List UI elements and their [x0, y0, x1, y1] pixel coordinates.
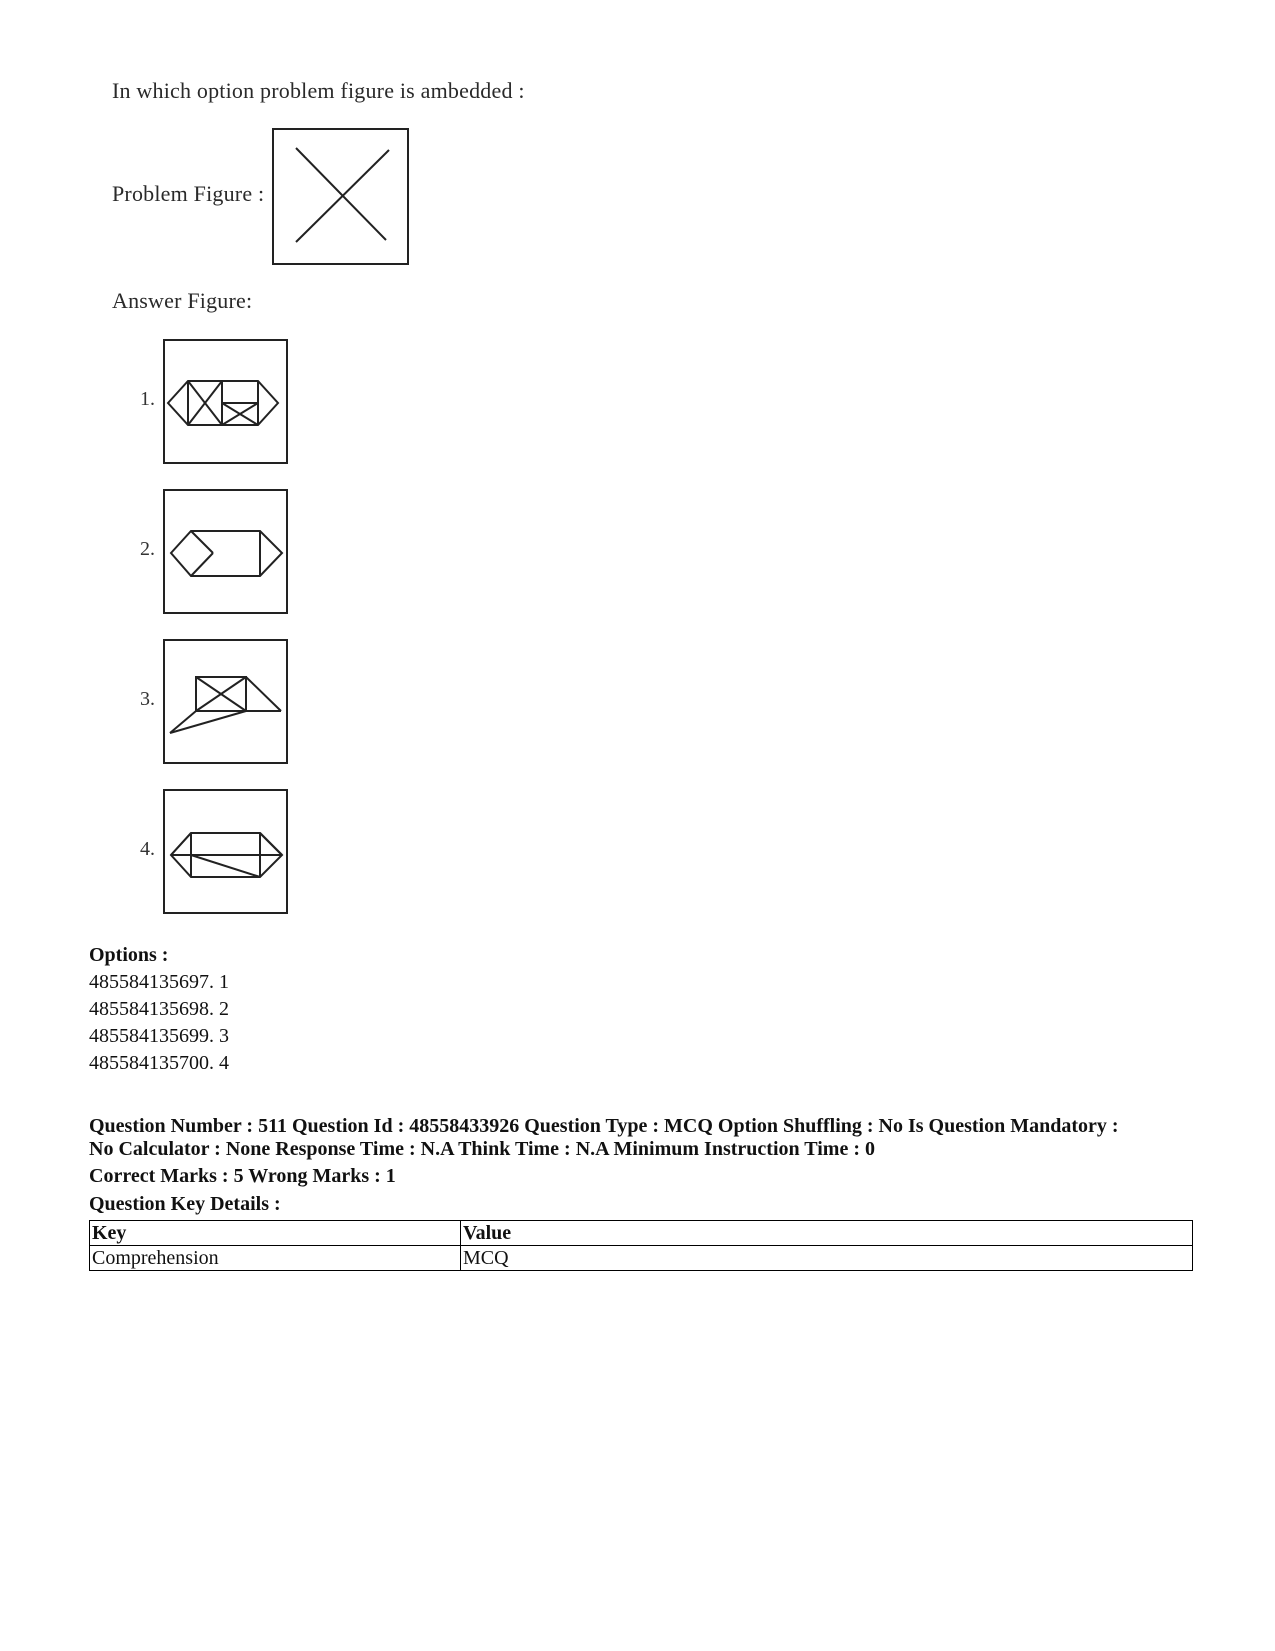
- answer-figure-1-drawing: [165, 341, 286, 462]
- answer-figure-1: [163, 339, 288, 464]
- question-meta-line-2: No Calculator : None Response Time : N.A Think Time : N.A Minimum Instruction Time : 0: [89, 1138, 875, 1160]
- answer-figure-3-drawing: [165, 641, 286, 762]
- answer-figure-number: 4.: [140, 838, 155, 860]
- key-table-cell-value: MCQ: [461, 1246, 1193, 1271]
- key-table-wrapper: [89, 1220, 1193, 1271]
- table-row: [90, 1246, 1193, 1271]
- option-item: 485584135698. 2: [89, 998, 229, 1020]
- options-heading: Options :: [89, 944, 169, 966]
- question-prompt: In which option problem figure is ambedded :: [112, 78, 525, 103]
- marks-line: Correct Marks : 5 Wrong Marks : 1: [89, 1165, 396, 1187]
- answer-figure-number: 1.: [140, 388, 155, 410]
- answer-figure-2: [163, 489, 288, 614]
- key-table: [89, 1220, 1193, 1271]
- answer-figure-number: 3.: [140, 688, 155, 710]
- answer-figure-3: [163, 639, 288, 764]
- problem-figure-cross: [274, 130, 407, 263]
- answer-figure-2-drawing: [165, 491, 286, 612]
- option-item: 485584135699. 3: [89, 1025, 229, 1047]
- key-table-header-row: [90, 1221, 1193, 1246]
- option-item: 485584135697. 1: [89, 971, 229, 993]
- answer-figure-number: 2.: [140, 538, 155, 560]
- option-item: 485584135700. 4: [89, 1052, 229, 1074]
- question-meta-line-1: Question Number : 511 Question Id : 48558433926 Question Type : MCQ Option Shuffling : No Is Question Mandatory :: [89, 1115, 1119, 1137]
- answer-figure-4-drawing: [165, 791, 286, 912]
- problem-figure: [272, 128, 409, 265]
- answer-figure-label: Answer Figure:: [112, 288, 253, 313]
- key-table-header-key: Key: [90, 1221, 461, 1246]
- problem-figure-label: Problem Figure :: [112, 181, 265, 206]
- key-details-heading: Question Key Details :: [89, 1193, 281, 1215]
- options-list: [89, 970, 229, 1078]
- answer-figure-4: [163, 789, 288, 914]
- key-table-cell-key: Comprehension: [90, 1246, 461, 1271]
- key-table-header-value: Value: [461, 1221, 1193, 1246]
